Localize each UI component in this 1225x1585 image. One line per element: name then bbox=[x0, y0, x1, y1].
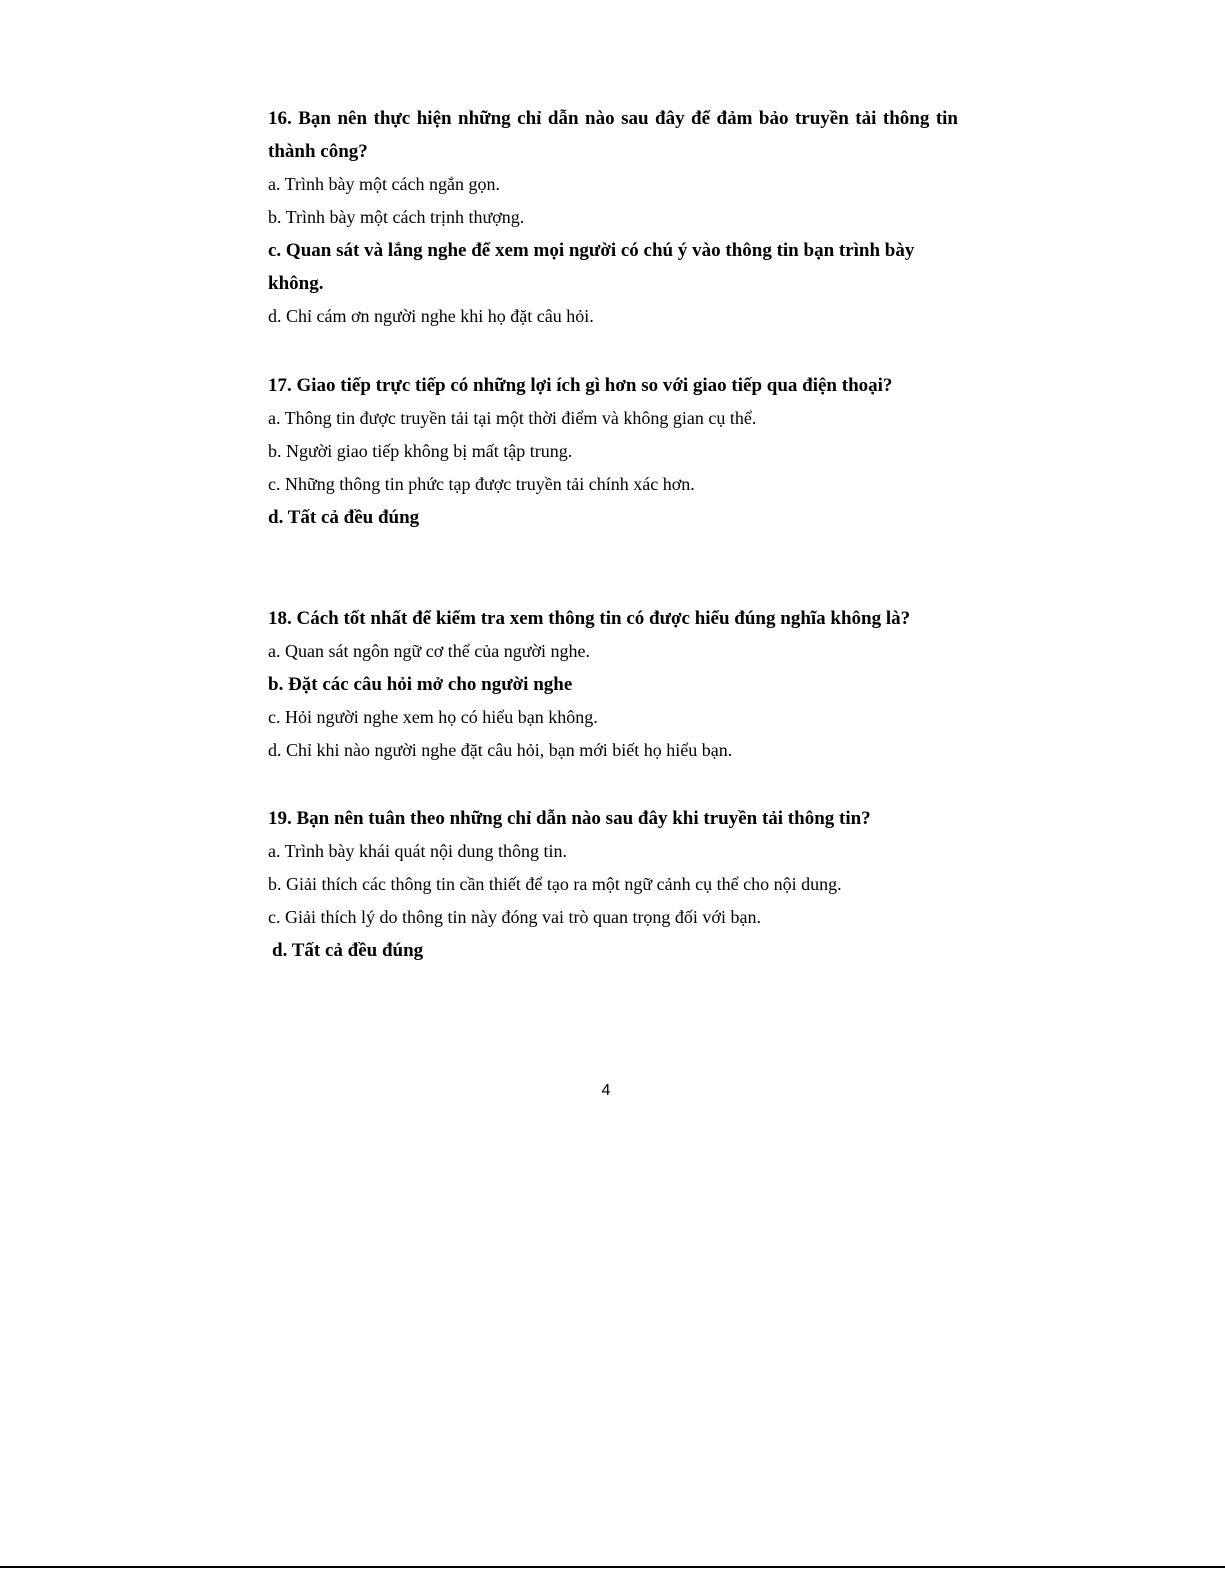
question-title: 16. Bạn nên thực hiện những chỉ dẫn nào sau đây để đảm bảo truyền tải thông tin thành công? bbox=[268, 108, 958, 162]
answer-option-a: a. Trình bày khái quát nội dung thông tin. bbox=[268, 841, 567, 861]
question-19 bbox=[268, 802, 958, 967]
answer-option-b: b. Giải thích các thông tin cần thiết để tạo ra một ngữ cảnh cụ thể cho nội dung. bbox=[268, 874, 842, 894]
answer-option-b: b. Người giao tiếp không bị mất tập trung. bbox=[268, 441, 573, 461]
answer-option-b: b. Trình bày một cách trịnh thượng. bbox=[268, 207, 525, 227]
answer-option-b-correct: b. Đặt các câu hỏi mở cho người nghe bbox=[268, 674, 573, 695]
answer-option-a: a. Trình bày một cách ngắn gọn. bbox=[268, 174, 500, 194]
question-title: 18. Cách tốt nhất để kiểm tra xem thông tin có được hiểu đúng nghĩa không là? bbox=[268, 608, 911, 629]
answer-option-d: d. Chỉ khi nào người nghe đặt câu hỏi, bạn mới biết họ hiểu bạn. bbox=[268, 740, 733, 760]
question-17 bbox=[268, 369, 958, 534]
answer-option-d: d. Chỉ cám ơn người nghe khi họ đặt câu hỏi. bbox=[268, 306, 594, 326]
page-bottom-divider bbox=[0, 1566, 1225, 1568]
answer-option-c: c. Những thông tin phức tạp được truyền tải chính xác hơn. bbox=[268, 474, 695, 494]
question-title: 19. Bạn nên tuân theo những chỉ dẫn nào sau đây khi truyền tải thông tin? bbox=[268, 808, 871, 829]
answer-option-c: c. Hỏi người nghe xem họ có hiểu bạn không. bbox=[268, 707, 598, 727]
page-number: 4 bbox=[601, 1082, 611, 1099]
answer-option-d-correct: d. Tất cả đều đúng bbox=[272, 940, 424, 961]
answer-option-a: a. Quan sát ngôn ngữ cơ thể của người nghe. bbox=[268, 641, 590, 661]
question-16 bbox=[268, 102, 958, 333]
answer-option-c: c. Giải thích lý do thông tin này đóng vai trò quan trọng đối với bạn. bbox=[268, 907, 761, 927]
question-18 bbox=[268, 602, 958, 767]
answer-option-a: a. Thông tin được truyền tải tại một thời điểm và không gian cụ thể. bbox=[268, 408, 757, 428]
question-title: 17. Giao tiếp trực tiếp có những lợi ích gì hơn so với giao tiếp qua điện thoại? bbox=[268, 375, 893, 396]
answer-option-d-correct: d. Tất cả đều đúng bbox=[268, 507, 420, 528]
answer-option-c-correct: c. Quan sát và lắng nghe để xem mọi người có chú ý vào thông tin bạn trình bày không. bbox=[268, 240, 915, 294]
